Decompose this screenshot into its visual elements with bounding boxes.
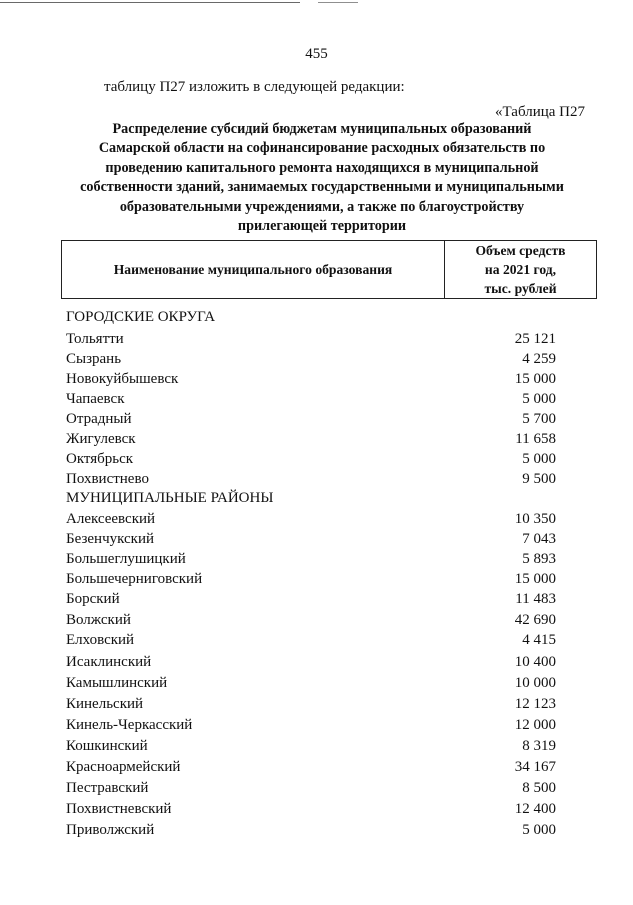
row-value: 25 121 <box>514 331 556 347</box>
section-title-municipal-districts: МУНИЦИПАЛЬНЫЕ РАЙОНЫ <box>66 490 274 506</box>
title-line: Самарской области на софинансирование расходных обязательств по <box>98 140 546 157</box>
row-value: 5 893 <box>522 551 556 567</box>
row-name: Приволжский <box>66 822 155 838</box>
page-number: 455 <box>305 46 328 62</box>
row-value: 5 000 <box>522 391 556 407</box>
row-value: 7 043 <box>522 531 556 547</box>
row-value: 5 000 <box>522 451 556 467</box>
row-name: Волжский <box>66 612 131 628</box>
title-line: прилегающей территории <box>237 218 407 235</box>
row-value: 4 415 <box>522 632 556 648</box>
row-value: 12 400 <box>514 801 556 817</box>
row-value: 10 350 <box>514 511 556 527</box>
row-value: 8 319 <box>522 738 556 754</box>
row-value: 4 259 <box>522 351 556 367</box>
row-name: Кинельский <box>66 696 144 712</box>
row-name: Отрадный <box>66 411 132 427</box>
row-value: 5 000 <box>522 822 556 838</box>
row-value: 11 483 <box>515 591 556 607</box>
row-value: 5 700 <box>522 411 556 427</box>
row-value: 8 500 <box>522 780 556 796</box>
row-name: Новокуйбышевск <box>66 371 179 387</box>
table-reference: «Таблица П27 <box>495 104 585 120</box>
row-value: 42 690 <box>514 612 556 628</box>
row-value: 9 500 <box>522 471 556 487</box>
row-value: 15 000 <box>514 571 556 587</box>
row-name: Пестравский <box>66 780 149 796</box>
row-value: 12 123 <box>514 696 556 712</box>
intro-text: таблицу П27 изложить в следующей редакции: <box>104 79 405 95</box>
title-line: проведению капитального ремонта находящихся в муниципальной <box>105 159 539 176</box>
title-line: собственности зданий, занимаемых государственными и муниципальными <box>80 179 564 196</box>
row-name: Исаклинский <box>66 654 152 670</box>
row-name: Большечерниговский <box>66 571 203 587</box>
table-title <box>60 120 584 236</box>
row-name: Алексеевский <box>66 511 156 527</box>
row-value: 10 400 <box>514 654 556 670</box>
row-name: Жигулевск <box>66 431 136 447</box>
title-line: образовательными учреждениями, а также по благоустройству <box>119 198 525 215</box>
row-name: Тольятти <box>66 331 124 347</box>
row-name: Большеглушицкий <box>66 551 186 567</box>
row-value: 34 167 <box>514 759 556 775</box>
row-name: Красноармейский <box>66 759 181 775</box>
row-value: 10 000 <box>514 675 556 691</box>
row-name: Елховский <box>66 632 135 648</box>
row-name: Октябрьск <box>66 451 134 467</box>
section-title-city-districts: ГОРОДСКИЕ ОКРУГА <box>66 309 216 325</box>
row-name: Сызрань <box>66 351 122 367</box>
row-value: 15 000 <box>514 371 556 387</box>
row-value: 12 000 <box>514 717 556 733</box>
header-name-column: Наименование муниципального образования <box>62 241 445 298</box>
header-volume-column: Объем средств на 2021 год, тыс. рублей <box>475 243 566 296</box>
title-line: Распределение субсидий бюджетам муниципальных образований <box>112 121 532 137</box>
row-name: Камышлинский <box>66 675 168 691</box>
row-value: 11 658 <box>515 431 556 447</box>
row-name: Похвистневский <box>66 801 172 817</box>
row-name: Похвистнево <box>66 471 149 487</box>
row-name: Безенчукский <box>66 531 155 547</box>
table-header <box>61 240 597 299</box>
scan-edge-line <box>0 2 300 3</box>
row-name: Борский <box>66 591 120 607</box>
row-name: Кошкинский <box>66 738 148 754</box>
scan-edge-line <box>318 2 358 3</box>
row-name: Чапаевск <box>66 391 125 407</box>
row-name: Кинель-Черкасский <box>66 717 193 733</box>
